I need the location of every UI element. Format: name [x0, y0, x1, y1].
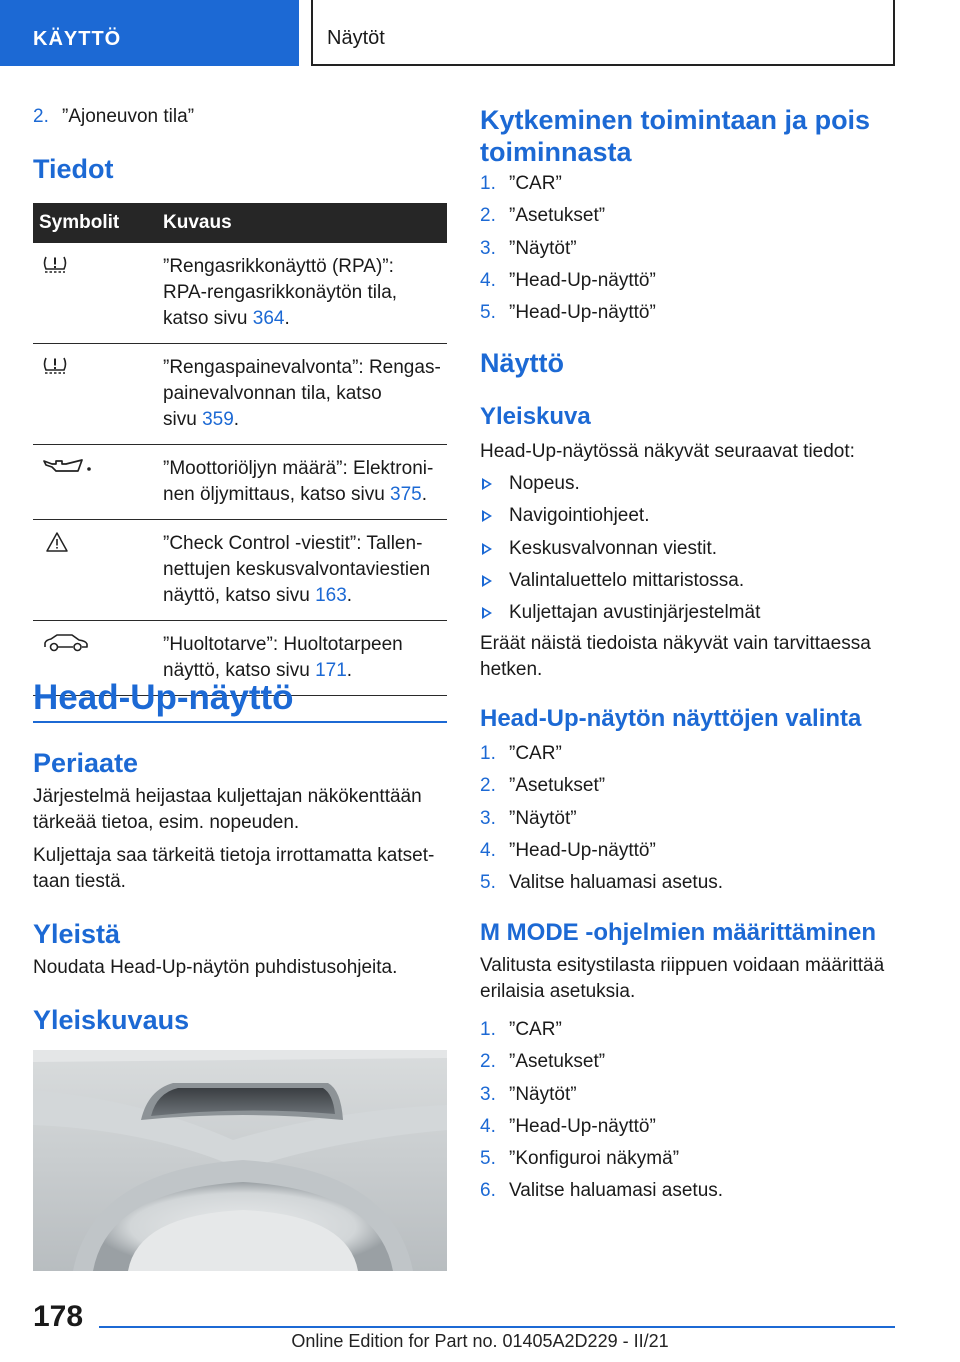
list-item: 3. ”Näytöt” [480, 1083, 577, 1105]
section-title-m-mode: M MODE -ohjelmien määrittäminen [480, 919, 877, 946]
footer-rule [99, 1326, 895, 1328]
list-item: 4. ”Head-Up-näyttö” [480, 839, 656, 861]
section-title-tiedot: Tiedot [33, 154, 114, 184]
list-item: 3. ”Näytöt” [480, 807, 577, 829]
section-title-naytto: Näyttö [480, 348, 565, 378]
section-label: KÄYTTÖ [33, 28, 122, 50]
section-title-valinta: Head-Up-näytön näyttöjen valinta [480, 705, 862, 732]
list-item: Navigointiohjeet. [480, 503, 895, 535]
table-header-row [33, 203, 447, 243]
tire-pressure-warning-icon [42, 254, 68, 276]
bullet-triangle-icon [482, 607, 492, 619]
description-line: näyttö, katso sivu 171. [163, 660, 353, 681]
paragraph-m-mode: Valitusta esitystilasta riippuen voidaan määrittää erilaisia asetuksia. [480, 955, 885, 1002]
paragraph-periaate-1: Järjestelmä heijastaa kuljettajan näkökenttään tärkeää tietoa, esim. nopeuden. [33, 786, 422, 833]
list-item: 5. Valitse haluamasi asetus. [480, 872, 724, 894]
page-link[interactable]: 375 [390, 484, 422, 505]
chapter-tab [311, 0, 895, 66]
paragraph-yleista: Noudata Head-Up-näytön puhdistusohjeita. [33, 957, 398, 978]
table-header-symbol: Symbolit [33, 203, 157, 243]
section-title-kytkeminen: Kytkeminen toimintaan ja pois toiminnasta [480, 105, 871, 167]
section-tab[interactable] [0, 0, 299, 66]
paragraph-yleiskuva: Head-Up-näytössä näkyvät seuraavat tiedot: [480, 441, 855, 462]
table-row [33, 243, 447, 344]
symbol-table [33, 203, 447, 696]
chapter-title-head-up-display: Head-Up-näyttö [33, 678, 294, 717]
section-title-yleista: Yleistä [33, 919, 121, 949]
symbol-cell [33, 445, 157, 520]
list-item: 1. ”CAR” [480, 1019, 562, 1040]
paragraph-periaate-2: Kuljettaja saa tärkeitä tietoja irrottamatta katset- taan tiestä. [33, 845, 435, 892]
paragraph-eraat: Eräät näistä tiedoista näkyvät vain tarvittaessa hetken. [480, 633, 871, 680]
description-line: painevalvonnan tila, katso [163, 383, 382, 404]
list-item: Kuljettajan avustinjärjestelmät [480, 600, 895, 632]
section-title-yleiskuva: Yleiskuva [480, 403, 591, 430]
table-row [33, 445, 447, 520]
symbol-cell [33, 520, 157, 621]
description-line: katso sivu 364. [163, 308, 290, 329]
list-item: 2. ”Asetukset” [480, 205, 606, 227]
description-line: näyttö, katso sivu 163. [163, 585, 353, 606]
description-line: ”Rengaspainevalvonta”: Rengas- [163, 357, 441, 378]
description-cell [157, 243, 447, 344]
section-title-periaate: Periaate [33, 748, 139, 778]
footer-edition: Online Edition for Part no. 01405A2D229 - II/21 [291, 1331, 669, 1351]
list-item: 4. ”Head-Up-näyttö” [480, 1115, 656, 1137]
car-service-icon [42, 632, 90, 654]
list-item: Valintaluettelo mittaristossa. [480, 568, 895, 600]
list-item: 1. ”CAR” [480, 173, 562, 194]
list-item: Nopeus. [480, 471, 895, 503]
list-item: 6. Valitse haluamasi asetus. [480, 1180, 724, 1202]
m-mode-steps [480, 1017, 895, 1211]
kytkeminen-steps [480, 171, 895, 332]
symbol-cell [33, 243, 157, 344]
bullet-triangle-icon [482, 575, 492, 587]
section-title-yleiskuvaus: Yleiskuvaus [33, 1005, 190, 1035]
list-item: 2. ”Asetukset” [480, 1051, 606, 1073]
chapter-title-underline [33, 721, 447, 723]
description-cell [157, 445, 447, 520]
bullet-triangle-icon [482, 543, 492, 555]
chapter-label: Näytöt [327, 27, 385, 49]
description-cell [157, 520, 447, 621]
description-line: ”Check Control -viestit”: Tallen- [163, 533, 423, 554]
valinta-steps [480, 741, 895, 902]
table-row [33, 344, 447, 445]
description-line: ”Huoltotarve”: Huoltotarpeen [163, 634, 403, 655]
table-header-description: Kuvaus [157, 203, 447, 243]
page-link[interactable]: 364 [252, 308, 285, 329]
step-number: 2. [33, 106, 49, 127]
description-line: RPA-rengasrikkonäytön tila, [163, 282, 398, 303]
page-link[interactable]: 359 [202, 409, 234, 430]
list-item: Keskusvalvonnan viestit. [480, 536, 895, 568]
description-line: sivu 359. [163, 409, 240, 430]
table-row [33, 520, 447, 621]
intro-step [33, 104, 447, 136]
page-link[interactable]: 163 [315, 585, 347, 606]
description-cell [157, 344, 447, 445]
bullet-triangle-icon [482, 510, 492, 522]
warning-triangle-icon [45, 531, 69, 553]
list-item: 1. ”CAR” [480, 743, 562, 764]
description-line: ”Rengasrikkonäyttö (RPA)”: [163, 256, 394, 277]
description-line: ”Moottoriöljyn määrä”: Elektroni- [163, 458, 434, 479]
list-item: 4. ”Head-Up-näyttö” [480, 269, 656, 291]
list-item: 2. ”Asetukset” [480, 775, 606, 797]
oil-can-icon [42, 456, 94, 476]
list-item: 5. ”Head-Up-näyttö” [480, 302, 656, 324]
list-item: 3. ”Näytöt” [480, 237, 577, 259]
description-line: nettujen keskusvalvontaviestien [163, 559, 431, 580]
list-item: 5. ”Konfiguroi näkymä” [480, 1148, 680, 1170]
tire-pressure-warning-icon [42, 355, 68, 377]
symbol-cell [33, 344, 157, 445]
page-link[interactable]: 171 [315, 660, 347, 681]
display-info-bullets [480, 471, 895, 632]
head-up-display-photo [33, 1050, 447, 1271]
page-number: 178 [33, 1300, 84, 1333]
bullet-triangle-icon [482, 478, 492, 490]
description-line: nen öljymittaus, katso sivu 375. [163, 484, 428, 505]
step-text: ”Ajoneuvon tila” [62, 106, 195, 127]
